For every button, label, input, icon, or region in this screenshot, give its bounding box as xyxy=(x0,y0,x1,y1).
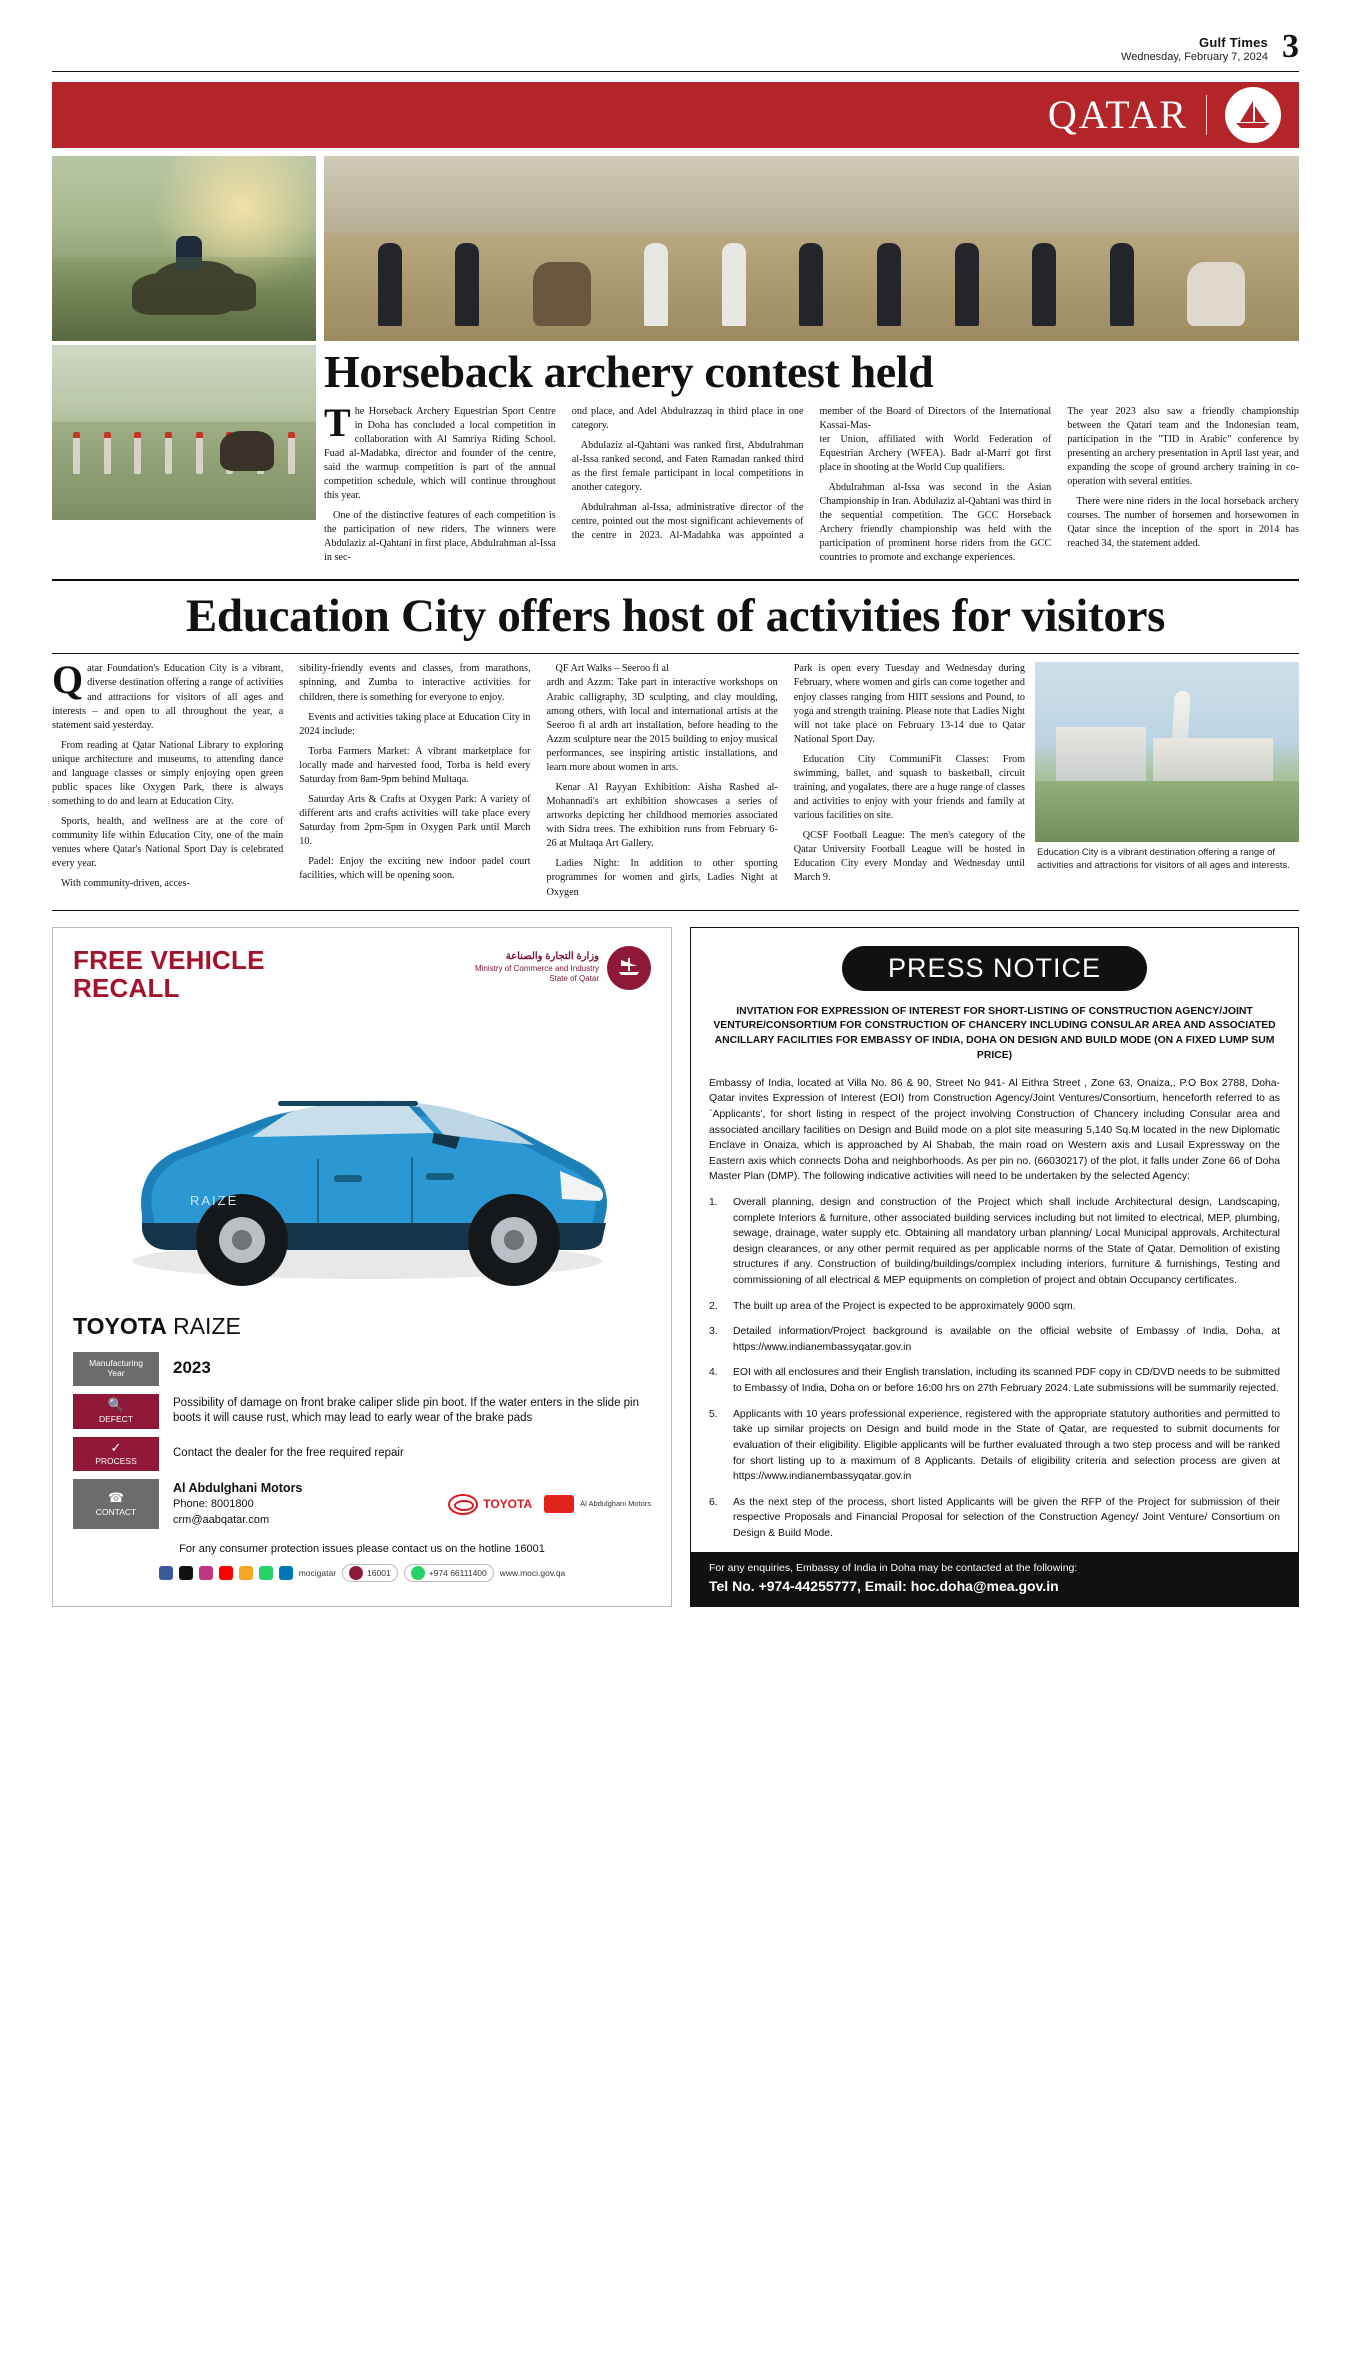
list-item-number: 4. xyxy=(709,1367,718,1379)
paragraph: Ladies Night: In addition to other sporting programmes for women and girls, Ladies Night at Oxygen xyxy=(546,858,778,898)
ministry-name-en: Ministry of Commerce and Industry xyxy=(474,963,599,973)
recall-row-year xyxy=(73,1352,651,1386)
vehicle-model: RAIZE xyxy=(173,1312,241,1339)
article2-headline: Education City offers host of activities for visitors xyxy=(185,590,1166,643)
target xyxy=(73,432,80,474)
toyota-wordmark: TOYOTA xyxy=(483,1497,533,1512)
list-item-text: EOI with all enclosures and their English translation, including its scanned PDF copy in CD/DVD needs to be submitted to Embassy of India, Doha on or before 16:00 hrs on 27th February 2024. Late submissions will be summarily rejected. xyxy=(733,1367,1280,1395)
article2-col-wrap xyxy=(52,657,1025,899)
list-item-text: The built up area of the Project is expected to be approximately 9000 sqm. xyxy=(733,1300,1076,1312)
article1-photo-col xyxy=(52,345,316,566)
article1-col-4 xyxy=(1067,405,1299,552)
paragraph: ter Union, affiliated with World Federation of Equestrian Archery (WFEA). Badr al-Marri got first place in shooting at the World Cup qualifiers. xyxy=(819,433,1052,473)
article1-columns xyxy=(324,399,1299,566)
photo-education-city xyxy=(1035,662,1299,842)
recall-title-line2: RECALL xyxy=(73,973,180,1004)
page-number: 3 xyxy=(1282,28,1299,65)
list-item-text: Applicants with 10 years professional experience, registered with the appropriate statutory authorities and permitted to take up similar projects on Design and build mode in the State of Qatar, are requested to submit documents for evaluation of their eligibility. Eligible applicants will be further evaluated through a two step process and will be ranked for short listing up to a maximum of 8 Applicants. Details of eligibility criteria and selection process are given at https://www.indianembassyqatar.gov.in xyxy=(733,1408,1280,1483)
vehicle-recall-ad xyxy=(52,927,672,1607)
press-notice-ad xyxy=(690,927,1299,1607)
article1-col-3 xyxy=(820,433,1052,566)
photo-figures xyxy=(324,211,1299,326)
whatsapp-icon xyxy=(411,1566,425,1580)
dhow-icon xyxy=(1225,87,1281,143)
photo-caption: Education City is a vibrant destination offering a range of activities and attractions for visitors of all ages and interests. xyxy=(1037,847,1290,871)
list-item xyxy=(709,1495,1280,1542)
target xyxy=(196,432,203,474)
svg-text:RAIZE: RAIZE xyxy=(190,1192,239,1208)
recall-title xyxy=(73,946,265,1003)
paragraph: The Horseback Archery Equestrian Sport Centre in Doha has concluded a local competition in collaboration with Al Samriya Riding School. Fuad al-Madabka, director and founder of the centre, said the warmup competition is part of the annual competition schedule, which will continue throughout this year. xyxy=(324,399,556,502)
figure xyxy=(378,243,402,326)
article2-columns xyxy=(52,657,1025,899)
contact-details xyxy=(159,1479,651,1529)
short-number: 16001 xyxy=(367,1568,391,1579)
article-education-city xyxy=(52,657,1299,899)
paragraph: Abdulrahman al-Issa, administrative director of the centre, pointed out the most significant achievements of the centre in 2023. Al-Madabka was appointed a member of the Board of Directors of the International Kassai-Mas- xyxy=(571,405,1052,542)
list-item-number: 3. xyxy=(709,1326,718,1338)
masthead-rule xyxy=(52,71,1299,72)
figure xyxy=(877,243,901,326)
target xyxy=(134,432,141,474)
masthead xyxy=(52,0,1299,71)
article2-col-1 xyxy=(52,657,284,891)
list-item xyxy=(709,1407,1280,1485)
photo-building xyxy=(1056,727,1146,788)
whatsapp-icon[interactable] xyxy=(259,1566,273,1580)
magnifier-icon: 🔍 xyxy=(107,1396,125,1412)
paragraph: sibility-friendly events and classes, from marathons, spinning, and Zumba to interactive activities for children, there is something for everyone to enjoy. xyxy=(299,663,531,703)
ministry-state: State of Qatar xyxy=(549,973,599,983)
target xyxy=(165,432,172,474)
paragraph: There were nine riders in the local horseback archery courses. The number of horsemen and horsewomen in Qatar since the inception of the sport in 2014 has reached 34, the statement added. xyxy=(1067,496,1299,550)
photo-rider-shape xyxy=(220,431,274,471)
press-notice-body xyxy=(709,1076,1280,1552)
article2-col-3 xyxy=(547,676,778,899)
article1-col-1 xyxy=(324,399,556,566)
recall-row-process xyxy=(73,1437,651,1472)
consumer-hotline: For any consumer protection issues please contact us on the hotline 16001 xyxy=(179,1543,545,1556)
toyota-logo xyxy=(448,1494,532,1515)
photo-archery-range xyxy=(52,345,316,520)
press-notice-badge: PRESS NOTICE xyxy=(842,946,1147,991)
list-item xyxy=(709,1299,1280,1315)
list-item-number: 2. xyxy=(709,1300,718,1312)
photo-rider-shape xyxy=(176,236,202,270)
list-item-number: 6. xyxy=(709,1496,718,1508)
whatsapp-number: +974 66111400 xyxy=(428,1568,487,1579)
figure xyxy=(1110,243,1134,326)
abdulghani-logo xyxy=(544,1495,651,1513)
paragraph: Abdulrahman al-Issa was second in the Asian Championship in Iran. Abdulaziz al-Qahtani was third in the sequential competition. The GCC Horseback Archery friendly championship was held with the participation of prominent horse riders from the GCC countries to promote and exchange experiences. xyxy=(819,481,1052,564)
process-tag xyxy=(73,1437,159,1472)
paragraph: One of the distinctive features of each competition is the participation of new riders. The winners were Abdulaziz al-Qahtani in first place, Abdulrahman al-Issa in sec- xyxy=(324,510,556,564)
paragraph: Education City CommuniFit Classes: From swimming, ballet, and squash to basketball, circuit training, and yogalates, there are a huge range of classes and activities to enjoy with your friends and family at various facilities on site. xyxy=(793,753,1025,822)
press-notice-footer xyxy=(691,1552,1298,1606)
paragraph: ond place, and Adel Abdulrazzaq in third place in one category. xyxy=(571,405,804,431)
paper-name: Gulf Times xyxy=(1199,34,1268,50)
paragraph: Park is open every Tuesday and Wednesday during February, where women and girls can come together and enjoy classes ranging from HIIT sessions and Pound, to yoga and strength training. Please note that Ladies Night will not take place on February 13-14 due to Qatar National Sport Day. xyxy=(793,663,1025,745)
wrench-icon: ✓ xyxy=(110,1439,122,1455)
article2-col-4 xyxy=(794,662,1025,885)
vehicle-photo xyxy=(73,1009,651,1309)
bottom-ads-row xyxy=(52,927,1299,1607)
list-item-number: 1. xyxy=(709,1196,718,1208)
figure xyxy=(644,243,668,326)
dealer-phone[interactable]: Phone: 8001800 xyxy=(173,1498,254,1511)
ministry-social-bar xyxy=(73,1564,651,1582)
contact-label: CONTACT xyxy=(95,1506,137,1517)
paragraph: Sports, health, and wellness are at the core of community life within Education City, one of the main venues where Qatar's National Sport Day is celebrated every year. xyxy=(52,816,284,870)
figure xyxy=(799,243,823,326)
dealer-email[interactable]: crm@aabqatar.com xyxy=(173,1514,270,1527)
figure xyxy=(722,243,746,326)
phone-icon xyxy=(349,1566,363,1580)
qatar-emblem-icon xyxy=(607,946,651,990)
photo-grass xyxy=(1035,781,1299,842)
press-notice-intro: INVITATION FOR EXPRESSION OF INTEREST FOR SHORT-LISTING OF CONSTRUCTION AGENCY/JOINT VENTURE/CONSORTIUM FOR CONSTRUCTION OF CHANCERY INCLUDING CONSULAR AREA AND ASSOCIATED ANCILLARY FACILITIES FOR EMBASSY OF INDIA, DOHA ON DESIGN AND BUILD MODE (ON A FIXED LUMP SUM PRICE) xyxy=(713,1005,1276,1061)
manufacturing-year-tag xyxy=(73,1352,159,1386)
article-horseback-archery xyxy=(52,345,1299,566)
paragraph: QCSF Football League: The men's category of the Qatar University Football League will be hosted in Education City every Monday and Wednesday until March 9. xyxy=(793,830,1025,884)
dealer-logos xyxy=(448,1494,651,1515)
lower-divider xyxy=(52,910,1299,911)
paragraph: Torba Farmers Market: A vibrant marketplace for locally made and harvested food, Torba is held every Saturday from 8am-9pm behind Multaqa. xyxy=(299,745,531,785)
paragraph: Qatar Foundation's Education City is a vibrant, diverse destination offering a range of activities and attractions for visitors of all ages and interests – and open to all throughout the year, a statement said yesterday. xyxy=(52,657,284,731)
short-number-pill xyxy=(342,1564,398,1582)
paragraph: From reading at Qatar National Library to exploring unique architecture and museums, to attending dance and language classes or simply enjoying open green public spaces like Oxygen Park, there is always something to do and learn at Education City. xyxy=(52,739,284,808)
photo-horse-shape xyxy=(152,261,238,315)
instagram-icon[interactable] xyxy=(199,1566,213,1580)
vehicle-brand: TOYOTA xyxy=(73,1312,167,1339)
recall-header xyxy=(73,946,651,1003)
dealer-contact xyxy=(173,1479,302,1529)
top-photo-row xyxy=(52,156,1299,341)
list-item-text: Overall planning, design and construction of the Project which shall include Architectural design, Landscaping, complete Interiors & furniture, other associated building services including but not limited to electrical, MEP, plumbing, sewage, drainage, water supply etc. Obtaining all mandatory urban planning/ Local Municipal approvals, Architectural design clearances, or any other permit required as per applicable norms of the State of Qatar. Demolition of existing structures if any. Construction of building/buildings/complex including interiors, furniture & furnishings, Testing and commissioning of all electrical & MEP equipments on completion of project and obtain Occupancy certificates. xyxy=(733,1196,1280,1287)
manufacturing-label-line2: Year xyxy=(107,1367,125,1378)
photo-archer-riding xyxy=(52,156,316,341)
list-item-number: 5. xyxy=(709,1408,718,1420)
recall-title-line1: FREE VEHICLE xyxy=(73,944,265,975)
contact-tag xyxy=(73,1479,159,1529)
target xyxy=(104,432,111,474)
recall-row-contact xyxy=(73,1479,651,1529)
process-label: PROCESS xyxy=(95,1456,137,1467)
paragraph: Padel: Enjoy the exciting new indoor padel court facilities, which will be opening soon. xyxy=(299,856,531,882)
ministry-text xyxy=(475,951,599,984)
manufacturing-year-value: 2023 xyxy=(173,1358,211,1378)
x-twitter-icon[interactable] xyxy=(179,1566,193,1580)
list-item xyxy=(709,1195,1280,1289)
list-item xyxy=(709,1324,1280,1355)
paragraph: Kenar Al Rayyan Exhibition: Aisha Rashed al-Mohannadi's art exhibition showcases a series of artworks depicting her childhood memories associated with Sidra trees. The exhibition runs from February 6-26 at Multaqa Art Gallery. xyxy=(546,782,778,850)
masthead-text xyxy=(1121,35,1268,65)
process-description: Contact the dealer for the free required repair xyxy=(173,1447,404,1460)
press-notice-items xyxy=(709,1195,1280,1542)
photo-group-portrait xyxy=(324,156,1299,341)
toyota-oval-icon xyxy=(448,1494,478,1515)
abdulghani-name: Al Abdulghani Motors xyxy=(580,1499,651,1509)
paragraph: Saturday Arts & Crafts at Oxygen Park: A variety of different arts and crafts activities will take place every Saturday from 2pm-5pm in Oxygen Park until March 10. xyxy=(299,794,531,848)
list-item xyxy=(709,1365,1280,1396)
dealer-name: Al Abdulghani Motors xyxy=(173,1481,303,1496)
vehicle-name xyxy=(73,1313,651,1340)
section-banner xyxy=(52,82,1299,148)
manufacturing-label-line1: Manufacturing xyxy=(89,1358,143,1369)
ministry-website[interactable]: www.moci.gov.qa xyxy=(499,1568,566,1579)
article2-photo-col xyxy=(1035,662,1299,899)
banner-divider xyxy=(1206,95,1207,135)
youtube-icon[interactable] xyxy=(219,1566,233,1580)
paragraph: With community-driven, acces- xyxy=(61,878,190,890)
list-item-text: Detailed information/Project background is available on the official website of Embassy of India, Doha, at https://www.indianembassyqatar.gov.in xyxy=(733,1326,1280,1353)
abdulghani-mark-icon xyxy=(544,1495,574,1513)
recall-row-defect xyxy=(73,1394,651,1429)
whatsapp-number-pill xyxy=(404,1564,494,1582)
issue-date: Wednesday, February 7, 2024 xyxy=(1121,50,1268,63)
headline-rule xyxy=(52,653,1299,654)
article1-text-col xyxy=(324,345,1299,566)
paragraph: The year 2023 also saw a friendly championship between the Qatari team and the Indonesian team, participation in the "TID in Arabic" conference by presenting an archery presentation in April last year, and expanding the scope of ground archery training in co-operation with several entities. xyxy=(1067,405,1299,487)
paragraph: QF Art Walks – Seeroo fi al xyxy=(555,663,669,675)
figure xyxy=(455,243,479,326)
ministry-name-ar: وزارة التجارة والصناعة xyxy=(505,951,599,963)
section-divider xyxy=(52,579,1299,581)
figure-horse xyxy=(1187,262,1245,326)
figure xyxy=(1032,243,1056,326)
facebook-icon[interactable] xyxy=(159,1566,173,1580)
section-title: QATAR xyxy=(1047,92,1188,138)
paragraph: Abdulaziz al-Qahtani was ranked first, Abdulrahman al-Issa ranked second, and Faten Ramadan ranked third as the first female participant in local competitions in another category. xyxy=(571,439,804,493)
target xyxy=(288,432,295,474)
linkedin-icon[interactable] xyxy=(279,1566,293,1580)
article1-headline: Horseback archery contest held xyxy=(324,345,934,397)
defect-tag xyxy=(73,1394,159,1429)
phone-icon: ☎ xyxy=(107,1489,125,1505)
press-footer-line1: For any enquiries, Embassy of India in Doha may be contacted at the following: xyxy=(709,1561,1078,1574)
defect-description: Possibility of damage on front brake caliper slide pin boot. If the water enters in the slide pin boots it will cause rust, which may lead to early wear of the brake pads xyxy=(173,1396,640,1425)
snapchat-icon[interactable] xyxy=(239,1566,253,1580)
social-handle: mocigatar xyxy=(298,1568,337,1579)
defect-label: DEFECT xyxy=(99,1413,133,1424)
paragraph: ardh and Azzm: Take part in interactive workshops on Arabic calligraphy, 3D sculpting, and clay moulding, among others, with local and international artists at the Seeroo fi al ardh art installation, before heading to the Azzm sculpture near the 2015 building to enjoy musical performances, see inspiring artistic installations, and learn more about women in arts. xyxy=(546,677,778,773)
list-item-text: As the next step of the process, short listed Applicants will be given the RFP of the Project for submission of their respective Proposals and Financial Proposal for selection of the Construction Agency/ Joint Venture/ Consortium on Design & Build Mode. xyxy=(733,1496,1280,1539)
press-footer-line2: Tel No. +974-44255777, Email: hoc.doha@mea.gov.in xyxy=(709,1577,1059,1594)
ministry-logo xyxy=(475,946,651,990)
figure xyxy=(955,243,979,326)
figure-horse xyxy=(533,262,591,326)
paragraph: Events and activities taking place at Education City in 2024 include: xyxy=(299,711,531,737)
press-notice-paragraph: Embassy of India, located at Villa No. 86 & 90, Street No 941- Al Eithra Street , Zone 63, Onaiza,, P.O Box 2788, Doha-Qatar invites Expression of Interest (EOI) from Construction Agency/Joint Ventures/Consortium, henceforth referred to as `Applicants', for short listing in respect of the project involving Construction of Chancery including Consular area and associated ancillary facilities on Design and Build mode on a plot site measuring 5,140 Sq.M located in the new Diplomatic Enclave in Onaiza, which is approached by Al Shabab, the main road on Western axis and Lusail Expressway on the Eastern axis which connects Doha and neighborhoods. As per pin no. (66030217) of the plot, it falls under Zone 66 of Doha Master Plan (DMP). The following indicative activities will need to be undertaken by the selected Agency: xyxy=(709,1077,1280,1183)
